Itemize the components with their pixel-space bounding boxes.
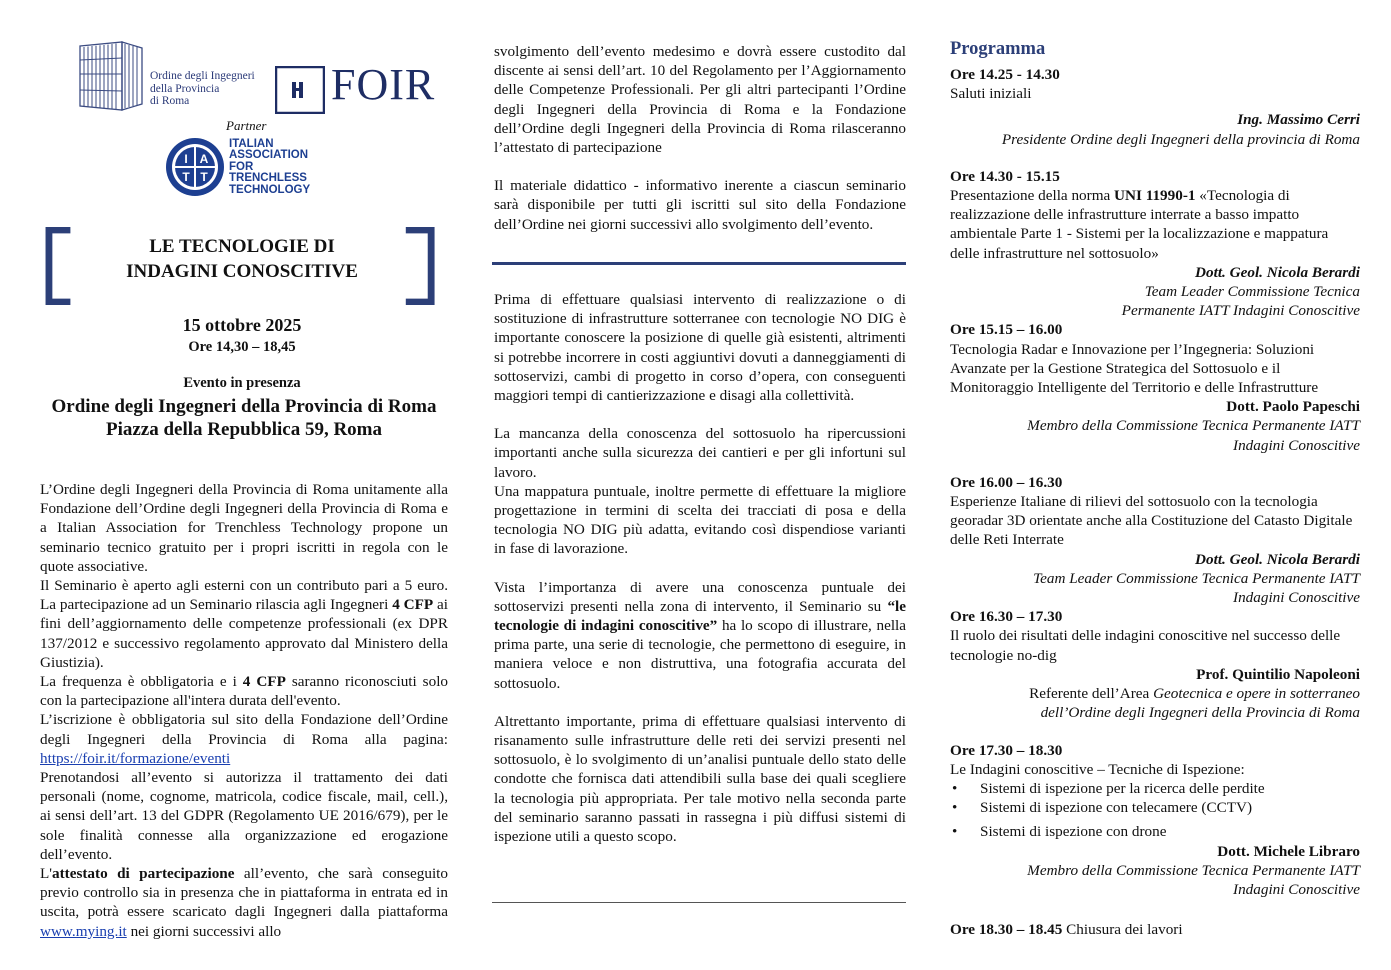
text-run: L' xyxy=(40,865,53,883)
slot-speaker-role: Indagini Conoscitive xyxy=(1233,880,1360,898)
building-icon xyxy=(66,40,148,112)
iatt-badge-letter: T xyxy=(182,170,190,184)
area-name: Geotecnica e opere in sotterraneo xyxy=(1153,685,1360,703)
ordine-logo-line: della Provincia xyxy=(150,82,220,95)
text-run: La frequenza è obbligatoria e i xyxy=(40,673,243,691)
slot-speaker-role: Team Leader Commissione Tecnica Permanente IATT xyxy=(1033,569,1360,587)
attestato-continuation xyxy=(494,42,906,234)
intro-paragraph xyxy=(40,710,448,768)
programme-slot xyxy=(950,320,1360,454)
intro-paragraph: Prenotandosi all’evento si autorizza il trattamento dei dati personali (nome, cognome, matricola, codice fiscale, mail, cell.), ai sensi dell’art. 13 del GDPR (Regolamento UE 2016/679), per le sole finalità connesse alla organizzazione ed erogazione dell’evento. xyxy=(40,769,448,863)
text-run: nei giorni successivi allo xyxy=(126,922,282,940)
programme-slot xyxy=(950,167,1360,321)
title-line: INDAGINI CONOSCITIVE xyxy=(126,261,358,282)
programme-slot xyxy=(950,741,1360,900)
body-paragraph: Il materiale didattico - informativo inerente a ciascun seminario sarà disponibile per tutti gli iscritti sul sito della Fondazione dell’Ordine nei giorni successivi allo svolgimento dell’evento. xyxy=(494,177,906,233)
slot-speaker: Dott. Michele Libraro xyxy=(1217,842,1360,860)
slot-time: Ore 18.30 – 18.45 xyxy=(950,921,1063,939)
slot-time: Ore 15.15 – 16.00 xyxy=(950,321,1063,339)
cfp-highlight: 4 CFP xyxy=(242,673,286,691)
ordine-logo-line: Ordine degli Ingegneri xyxy=(150,70,255,82)
attestato-highlight: attestato di partecipazione xyxy=(52,865,235,883)
ordine-logo-line: di Roma xyxy=(150,95,190,107)
event-type: Evento in presenza xyxy=(183,375,301,391)
iatt-logo-line: TECHNOLOGY xyxy=(229,183,311,196)
iatt-badge-letter: A xyxy=(199,152,209,166)
programme-slot xyxy=(950,607,1360,722)
inspection-systems-list xyxy=(950,779,1360,842)
text-run: saranno riconosciuti solo con la partecipazione all'intera durata dell'evento. xyxy=(40,673,449,710)
text-run: Referente dell’Area xyxy=(1029,685,1154,703)
venue-line: Ordine degli Ingegneri della Provincia di Roma xyxy=(51,396,437,417)
slot-speaker-role xyxy=(950,684,1360,703)
text-run: ha lo scopo di illustrare, nella prima parte, una serie di tecnologie, che permettono di eseguire, in maniera veloce e non distruttiva, una fotografia accurata del sottosuolo. xyxy=(494,617,906,692)
slot-description: Saluti iniziali xyxy=(950,85,1032,103)
programme-slot xyxy=(950,65,1360,149)
text-run: all’evento, che sarà conseguito previo controllo sia in presenza che in piattaforma in entrata ed in uscita, potrà essere scaricato dagli Ingegneri dalla piattaforma xyxy=(40,865,448,921)
slot-time: Ore 17.30 – 18.30 xyxy=(950,741,1063,759)
event-time: Ore 14,30 – 18,45 xyxy=(188,339,296,355)
iatt-badge-letter: T xyxy=(200,170,208,184)
seminar-description xyxy=(494,290,906,846)
event-date: 15 ottobre 2025 xyxy=(182,315,302,335)
text-run: Presentazione della norma xyxy=(950,187,1115,205)
body-paragraph: Prima di effettuare qualsiasi intervento di realizzazione o di sostituzione di infrastrutture sotterranee con tecnologie NO DIG è importante conoscere la posizione di quelle già esistenti, altrimenti si potrebbe incorrere in costi aggiuntivi dovuti a danneggiamenti di sottoservizi, cambi di progetto in corso d’opera, con conseguenti maggiori tempi di cantierizzazione e disagi alla collettività. xyxy=(494,291,906,405)
iatt-logo-line: ASSOCIATION xyxy=(229,149,309,162)
slot-speaker: Prof. Quintilio Napoleoni xyxy=(1196,665,1360,683)
slot-speaker-role: Permanente IATT Indagini Conoscitive xyxy=(1121,302,1360,320)
list-item: • Sistemi di ispezione per la ricerca delle perdite xyxy=(950,779,1360,798)
slot-time: Ore 14.30 - 15.15 xyxy=(950,167,1060,185)
body-paragraph: Una mappatura puntuale, inoltre permette di effettuare la migliore progettazione in termini di scelta dei tracciati di posa e della tecnologia NO DIG più adatta, evitando così dispendiose varianti in fase di lavorazione. xyxy=(494,482,906,558)
programme-list xyxy=(950,65,1360,939)
bottom-divider xyxy=(492,902,906,903)
intro-text xyxy=(40,480,448,941)
programme-slot xyxy=(950,473,1360,607)
body-paragraph: svolgimento dell’evento medesimo e dovrà essere custodito dal discente ai sensi dell’art. 10 del Regolamento per l’Aggiornamento delle Competenze Professionali. Per gli altri partecipanti l’Ordine degli Ingegneri della Provincia di Roma e la Fondazione dell’Ordine degli Ingegneri della Provincia di Roma rilasceranno l’attestato di partecipazione xyxy=(494,43,906,157)
slot-description xyxy=(950,186,1360,263)
slot-time: Ore 16.00 – 16.30 xyxy=(950,473,1063,491)
title-line: LE TECNOLOGIE DI xyxy=(149,236,335,257)
list-item: • Sistemi di ispezione con drone xyxy=(950,822,1360,841)
body-paragraph: Altrettanto importante, prima di effettuare qualsiasi intervento di risanamento sulle infrastrutture delle reti dei servizi presenti nel sottosuolo, è lo svolgimento di un’analisi puntuale dello stato delle condotte che fornisca dati attendibili sulla base dei quali scegliere la tecnologia più appropriata. Per tale motivo nella seconda parte del seminario saranno passati in rassegna i più diffusi sistemi di ispezione utili a questo scopo. xyxy=(494,712,906,846)
text-run: L’iscrizione è obbligatoria sul sito della Fondazione dell’Ordine degli Ingegneri della Provincia di Roma alla pagina: xyxy=(40,711,448,748)
mying-link[interactable]: www.mying.it xyxy=(40,922,127,940)
text-run: «Tecnologia di realizzazione delle infrastrutture interrate a basso impatto ambientale Parte 1 - Sistemi per la localizzazione e mappatura delle infrastrutture nel sottosuolo» xyxy=(950,187,1329,262)
foir-logo-text: FOIR xyxy=(331,60,436,109)
programme-slot xyxy=(950,920,1360,939)
slot-speaker-role: Indagini Conoscitive xyxy=(1233,589,1360,607)
slot-speaker: Dott. Geol. Nicola Berardi xyxy=(1195,550,1360,568)
slot-speaker-role: Presidente Ordine degli Ingegneri della provincia di Roma xyxy=(1001,130,1360,148)
event-venue xyxy=(40,396,448,441)
page-title xyxy=(40,234,444,284)
slot-time: Ore 14.25 - 14.30 xyxy=(950,66,1060,83)
slot-time: Ore 16.30 – 17.30 xyxy=(950,608,1063,626)
slot-description: Chiusura dei lavori xyxy=(1062,921,1183,939)
slot-speaker: Dott. Geol. Nicola Berardi xyxy=(1195,263,1360,281)
text-run: Vista l’importanza di avere una conoscenza puntuale dei sottoservizi presenti nella zona di intervento, il Seminario su xyxy=(494,578,906,615)
iatt-logo xyxy=(164,134,374,204)
programme-title: Programma xyxy=(950,39,1046,59)
intro-paragraph xyxy=(40,672,448,710)
slot-description: Tecnologia Radar e Innovazione per l’Ingegneria: Soluzioni Avanzate per la Gestione Strategica del Sottosuolo e il Monitoraggio Intelligente del Territorio e delle Infrastrutture xyxy=(950,340,1319,397)
slot-speaker: Dott. Paolo Papeschi xyxy=(1226,398,1360,416)
iatt-badge-letter: I xyxy=(184,152,188,166)
slot-description: Il ruolo dei risultati delle indagini conoscitive nel successo delle tecnologie no-dig xyxy=(950,627,1341,664)
body-paragraph: La mancanza della conoscenza del sottosuolo ha ripercussioni importanti anche sulla sicurezza dei cantieri e per gli infortuni sul lavoro. xyxy=(494,425,906,481)
seminar-title-highlight: “le tecnologie di indagini conoscitive” xyxy=(494,597,906,635)
iatt-logo-text xyxy=(229,139,310,196)
ordine-ingegneri-logo xyxy=(66,40,296,112)
slot-speaker-role: Team Leader Commissione Tecnica xyxy=(1144,283,1360,301)
foir-events-link[interactable]: https://foir.it/formazione/eventi xyxy=(40,749,231,767)
norm-code: UNI 11990-1 xyxy=(1114,187,1196,205)
slot-speaker-role: dell’Ordine degli Ingegneri della Provincia di Roma xyxy=(1040,704,1360,722)
slot-speaker: Ing. Massimo Cerri xyxy=(1237,111,1360,129)
intro-paragraph xyxy=(40,864,448,941)
slot-description: Esperienze Italiane di rilievi del sottosuolo con la tecnologia georadar 3D orientate anche alla Costituzione del Catasto Digitale delle Reti Interrate xyxy=(950,493,1353,549)
slot-speaker-role: Indagini Conoscitive xyxy=(1233,436,1360,454)
list-item: • Sistemi di ispezione con telecamere (CCTV) xyxy=(950,798,1360,817)
cfp-highlight: 4 CFP xyxy=(392,596,434,614)
ordine-logo-text xyxy=(150,70,255,108)
slot-speaker-role: Membro della Commissione Tecnica Permanente IATT xyxy=(1027,861,1360,879)
partner-label: Partner xyxy=(226,118,267,133)
intro-paragraph xyxy=(40,576,448,672)
text-run: ai fini dell’aggiornamento delle competenze professionali (ex DPR 137/2012 e successivo regolamento approvato dal Ministero della Giustizia). xyxy=(40,596,448,671)
iatt-logo-line: TRENCHLESS xyxy=(229,172,307,185)
body-paragraph xyxy=(494,578,906,693)
slot-description: Le Indagini conoscitive – Tecniche di Ispezione: xyxy=(950,760,1245,778)
iatt-logo-line: FOR xyxy=(229,160,254,173)
text-run: Il Seminario è aperto agli esterni con un contributo pari a 5 euro. La partecipazione ad un Seminario rilascia agli Ingegneri xyxy=(40,577,448,614)
intro-paragraph: L’Ordine degli Ingegneri della Provincia di Roma unitamente alla Fondazione dell’Ordine degli Ingegneri della Provincia di Roma e a Italian Association for Trenchless Technology propone un seminario tecnico gratuito per i propri iscritti in regola con le quote associative. xyxy=(40,481,448,575)
iatt-badge-icon xyxy=(164,136,226,198)
venue-line: Piazza della Repubblica 59, Roma xyxy=(105,418,383,440)
foir-mark-icon xyxy=(275,66,325,114)
iatt-logo-line: ITALIAN xyxy=(229,138,274,150)
slot-speaker-role: Membro della Commissione Tecnica Permanente IATT xyxy=(1027,417,1360,435)
section-divider xyxy=(492,262,906,265)
